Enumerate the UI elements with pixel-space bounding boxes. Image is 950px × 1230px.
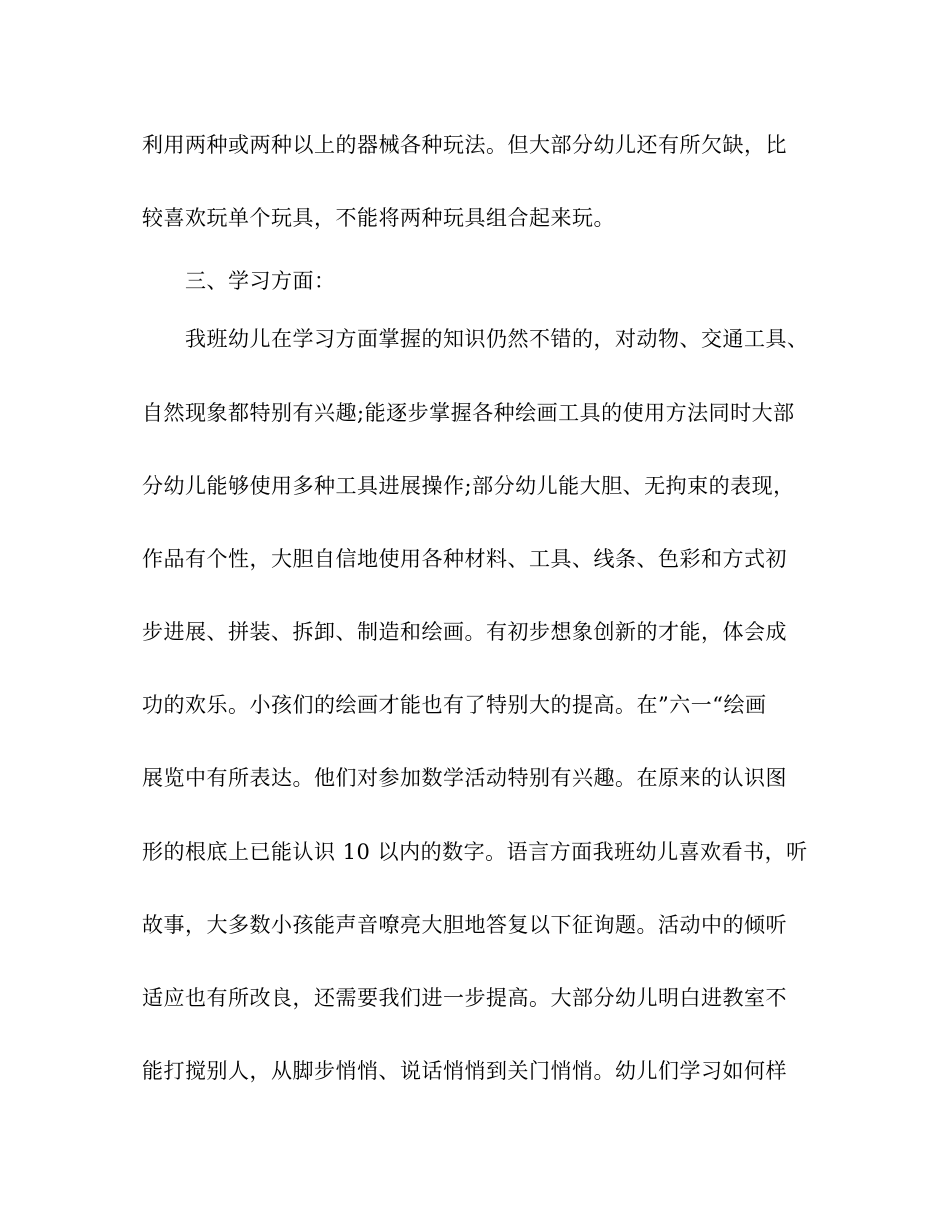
paragraph-first-line: 我班幼儿在学习方面掌握的知识仍然不错的，对动物、交通工具、 xyxy=(185,327,809,351)
body-text-line: 功的欢乐。小孩们的绘画才能也有了特别大的提高。在”六一“绘画 xyxy=(142,693,767,717)
section-heading: 三、学习方面： xyxy=(185,269,336,293)
body-text-line: 能打搅别人，从脚步悄悄、说话悄悄到关门悄悄。幼儿们学习如何样 xyxy=(142,1059,787,1083)
body-text-line: 故事，大多数小孩能声音嘹亮大胆地答复以下征询题。活动中的倾听 xyxy=(142,913,787,937)
body-text-line: 分幼儿能够使用多种工具进展操作;部分幼儿能大胆、无拘束的表现， xyxy=(142,474,795,498)
body-text-line: 展览中有所表达。他们对参加数学活动特别有兴趣。在原来的认识图 xyxy=(142,766,787,790)
body-text-line: 利用两种或两种以上的器械各种玩法。但大部分幼儿还有所欠缺，比 xyxy=(142,133,787,157)
body-text-line: 步进展、拼装、拆卸、制造和绘画。有初步想象创新的才能，体会成 xyxy=(142,620,787,644)
body-text-line: 较喜欢玩单个玩具，不能将两种玩具组合起来玩。 xyxy=(142,206,615,230)
body-text-line: 自然现象都特别有兴趣;能逐步掌握各种绘画工具的使用方法同时大部 xyxy=(142,401,795,425)
body-text-line: 适应也有所改良，还需要我们进一步提高。大部分幼儿明白进教室不 xyxy=(142,986,787,1010)
body-text-line: 形的根底上已能认识 10 以内的数字。语言方面我班幼儿喜欢看书，听 xyxy=(142,840,808,864)
body-text-line: 作品有个性，大胆自信地使用各种材料、工具、线条、色彩和方式初 xyxy=(142,547,787,571)
